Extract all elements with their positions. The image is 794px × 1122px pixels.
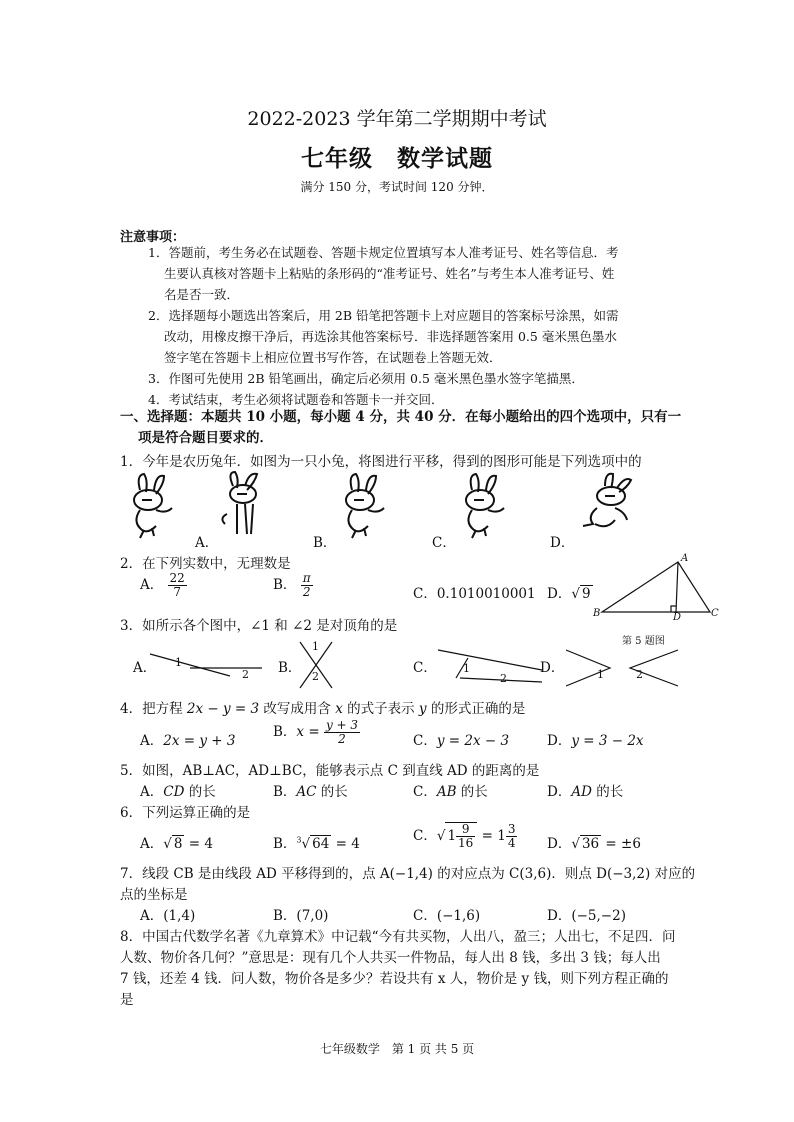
notice-line: 3．作图可先使用 2B 铅笔画出，确定后必须用 0.5 毫米黑色墨水签字笔描黑．	[148, 371, 584, 386]
q6-option-c: C．√ 1 $\frac{9}{16}$ = 1 $\frac{3}{4}$	[413, 822, 516, 850]
question-8-line3: 7 钱，还差 4 钱．问人数，物价各是多少？若设共有 x 人，物价是 y 钱，则下列方程正确的	[120, 971, 669, 987]
q7-option-a: A．(1,4)	[140, 908, 196, 924]
notice-line: 改动，用橡皮擦干净后，再选涂其他答案标号．非选择题答案用 0.5 毫米黑色墨水	[164, 329, 617, 344]
q5-option-d: D．AD 的长	[547, 784, 624, 800]
exam-info: 满分 150 分，考试时间 120 分钟．	[300, 180, 494, 194]
q1-option-d-label: D．	[550, 535, 575, 551]
angle-label: 2	[636, 668, 643, 681]
question-7-line1: 7．线段 CB 是由线段 AD 平移得到的，点 A(−1,4) 的对应点为 C(3,6)．则点 D(−3,2) 对应的	[120, 866, 696, 882]
q7-option-b: B．(7,0)	[273, 908, 329, 924]
angle-label: 1	[463, 662, 470, 675]
notice-line: 4．考试结束，考生必须将试题卷和答题卡一并交回．	[148, 392, 444, 407]
q7-option-d: D．(−5,−2)	[547, 908, 626, 924]
option-letter: D．	[547, 586, 572, 602]
fig5-label-d: D	[673, 612, 682, 623]
fig5-label-b: B	[593, 608, 601, 619]
question-3-stem: 3．如所示各个图中，∠1 和 ∠2 是对顶角的是	[120, 618, 398, 634]
notice-line: 名是否一致．	[164, 287, 240, 302]
rabbit-option-a	[205, 468, 275, 538]
exam-title: 2022-2023 学年第二学期期中考试	[247, 108, 547, 130]
notice-line: 生要认真核对答题卡上粘贴的条形码的“准考证号、姓名”与考生本人准考证号、姓	[164, 266, 615, 281]
fig5-label-c: C	[711, 608, 719, 619]
option-letter: B．	[273, 577, 297, 593]
q3-figure-c	[438, 646, 548, 686]
fig5-caption: 第 5 题图	[622, 636, 665, 647]
q3-option-d-label: D．	[540, 660, 565, 676]
q4-option-d: D．y = 3 − 2x	[547, 733, 644, 749]
fig5-triangle	[598, 560, 728, 620]
exam-subtitle: 七年级 数学试题	[301, 145, 493, 172]
question-7-line2: 点的坐标是	[120, 887, 188, 903]
question-2-stem: 2．在下列实数中，无理数是	[120, 556, 291, 572]
q5-option-a: A．CD 的长	[140, 784, 216, 800]
angle-label: 1	[175, 656, 182, 669]
radicand: 9	[581, 586, 591, 602]
q4-option-b: B．x = $\frac{y + 3}{2}$	[273, 718, 359, 746]
question-8-line2: 人数、物价各几何？”意思是：现有几个人共买一件物品，每人出 8 钱，多出 3 钱；每人出	[120, 950, 661, 966]
angle-label: 2	[500, 672, 507, 685]
option-letter: A．	[140, 577, 164, 593]
q5-option-c: C．AB 的长	[413, 784, 488, 800]
q3-option-c-label: C．	[413, 660, 437, 676]
q4-option-c: C．y = 2x − 3	[413, 733, 510, 749]
q1-option-b-label: B．	[313, 535, 337, 551]
q1-option-c-label: C．	[432, 535, 456, 551]
angle-label: 1	[597, 668, 604, 681]
q7-option-c: C．(−1,6)	[413, 908, 481, 924]
page-footer: 七年级数学 第 1 页 共 5 页	[319, 1042, 475, 1056]
question-4-stem: 4．把方程 2x − y = 3 改写成用含 x 的式子表示 y 的形式正确的是	[120, 701, 526, 717]
q6-option-b: B．$^3$√ 64 = 4	[273, 835, 360, 852]
q2-option-c	[413, 582, 536, 602]
question-8-line1: 8．中国古代数学名著《九章算术》中记载“今有共买物，人出八，盈三；人出七，不足四．问	[120, 929, 676, 945]
rabbit-option-c	[450, 470, 520, 540]
q6-option-d: D．√ 36 = ±6	[547, 836, 641, 852]
q2-option-d: D．√ 9	[547, 586, 591, 602]
q1-option-a-label: A．	[195, 535, 219, 551]
section-heading: 一、选择题：本题共 10 小题，每小题 4 分，共 40 分．在每小题给出的四个选项中，只有一	[120, 409, 682, 425]
q2-option-b	[273, 572, 313, 599]
q3-option-b-label: B．	[278, 660, 302, 676]
question-5-stem: 5．如图，AB⊥AC，AD⊥BC，能够表示点 C 到直线 AD 的距离的是	[120, 763, 540, 779]
q6-option-a: A．√ 8 = 4	[140, 836, 213, 852]
fig5-label-a: A	[681, 553, 689, 564]
q2-option-a	[140, 572, 187, 599]
angle-label: 2	[312, 670, 319, 683]
fraction: $\frac{\pi}{2}$	[302, 571, 311, 599]
option-value: 0.1010010001	[436, 586, 536, 602]
q5-option-b: B．AC 的长	[273, 784, 348, 800]
fraction: $\frac{y + 3}{2}$	[325, 718, 359, 746]
q4-option-a: A．2x = y + 3	[140, 733, 236, 749]
notice-heading: 注意事项：	[120, 230, 186, 245]
notice-line: 1．答题前，考生务必在试题卷、答题卡规定位置填写本人准考证号、姓名等信息．考	[148, 245, 619, 260]
option-letter: C．	[413, 586, 437, 602]
section-heading-cont: 项是符合题目要求的．	[138, 430, 273, 446]
fraction: $\frac{22}{7}$	[169, 571, 185, 599]
question-1-stem: 1．今年是农历兔年．如图为一只小兔，将图进行平移，得到的图形可能是下列选项中的	[120, 454, 642, 470]
question-6-stem: 6．下列运算正确的是	[120, 805, 251, 821]
q3-figure-d	[566, 648, 686, 688]
angle-label: 2	[242, 668, 249, 681]
angle-label: 1	[312, 640, 319, 653]
q3-option-a-label: A．	[133, 660, 157, 676]
q3-figure-a	[150, 650, 270, 680]
rabbit-original-figure	[118, 470, 188, 540]
rabbit-option-b	[330, 470, 400, 540]
notice-line: 签字笔在答题卡上相应位置书写作答，在试题卷上答题无效．	[164, 350, 502, 365]
notice-line: 2．选择题每小题选出答案后，用 2B 铅笔把答题卡上对应题目的答案标号涂黑，如需	[148, 308, 619, 323]
question-8-line4: 是	[120, 992, 134, 1008]
rabbit-option-d	[575, 468, 645, 538]
